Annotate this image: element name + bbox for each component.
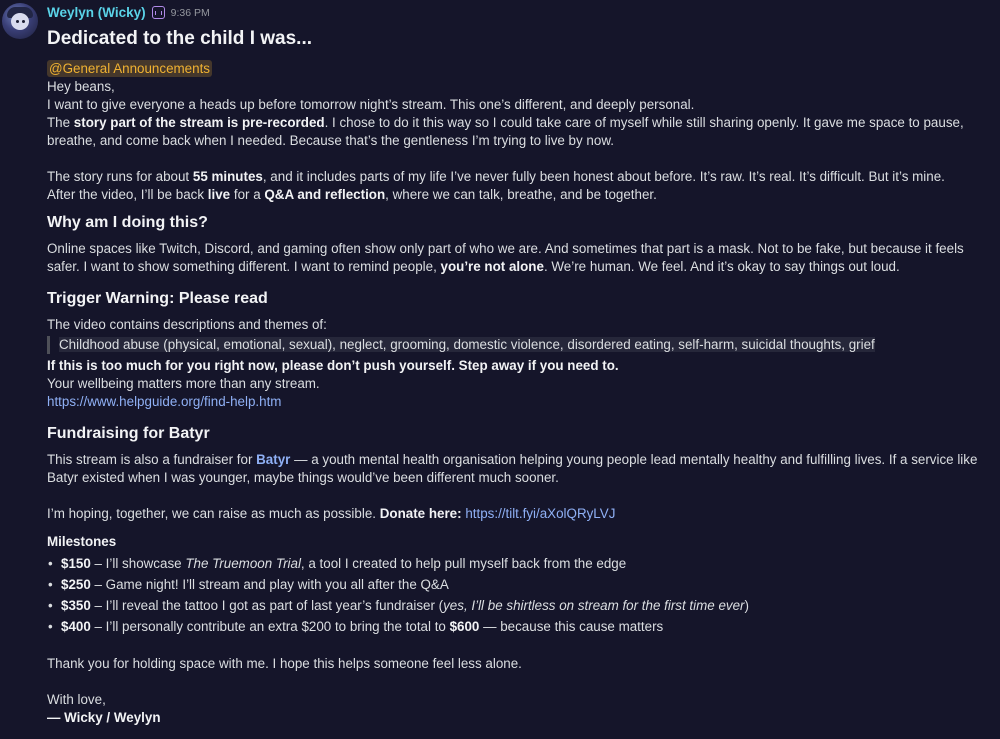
trigger-intro: The video contains descriptions and themes of: xyxy=(47,317,327,332)
author-name[interactable]: Weylyn (Wicky) xyxy=(47,5,146,20)
intro-text: I want to give everyone a heads up before tomorrow night’s stream. This one’s different, and deeply personal. xyxy=(47,97,695,112)
list-item: • $350 – I’ll reveal the tattoo I got as part of last year’s fundraiser (yes, I’ll be shirtless on stream for the first time ever) xyxy=(48,598,749,613)
list-item: • $400 – I’ll personally contribute an extra $200 to bring the total to $600 — because this cause matters xyxy=(48,619,664,634)
wellbeing-text: Your wellbeing matters more than any stream. xyxy=(47,376,320,391)
prerecord-paragraph: The story part of the stream is pre-recorded. I chose to do it this way so I could take care of myself while still sharing openly. It gave me space to pause, breathe, and come back when I needed. Because that’s the gentleness I’m trying to live by now. xyxy=(47,115,964,148)
why-heading: Why am I doing this? xyxy=(47,214,208,231)
message-title: Dedicated to the child I was... xyxy=(47,28,312,49)
mention-line xyxy=(47,60,980,78)
donate-link[interactable]: https://tilt.fyi/aXolQRyLVJ xyxy=(465,506,616,521)
message-header xyxy=(47,3,980,22)
runtime-paragraph: The story runs for about 55 minutes, and it includes parts of my life I’ve never fully been honest about before. It’s raw. It’s real. It’s difficult. But it’s mine. xyxy=(47,169,945,184)
greeting: Hey beans, xyxy=(47,79,115,94)
twitch-badge-icon[interactable] xyxy=(152,6,165,19)
after-paragraph: After the video, I’ll be back live for a Q&A and reflection, where we can talk, breathe, and be together. xyxy=(47,187,657,202)
fundraising-heading: Fundraising for Batyr xyxy=(47,425,210,442)
donate-paragraph: I’m hoping, together, we can raise as much as possible. Donate here: https://tilt.fyi/aXolQRyLVJ xyxy=(47,506,616,521)
signature: — Wicky / Weylyn xyxy=(47,710,161,725)
batyr-link[interactable]: Batyr xyxy=(256,452,291,467)
fundraising-paragraph: This stream is also a fundraiser for Batyr — a youth mental health organisation helping young people lead mentally healthy and fulfilling lives. If a service like Batyr existed when I was younger, maybe things would’ve been different much sooner. xyxy=(47,452,978,485)
helpguide-link[interactable]: https://www.helpguide.org/find-help.htm xyxy=(47,394,282,409)
why-paragraph: Online spaces like Twitch, Discord, and gaming often show only part of who we are. And sometimes that part is a mask. Not to be fake, but because it feels safer. I want to show something different. I want to remind people, you’re not alone. We’re human. We feel. And it’s okay to say things out loud. xyxy=(47,241,964,274)
trigger-heading: Trigger Warning: Please read xyxy=(47,290,268,307)
role-mention[interactable]: @General Announcements xyxy=(49,61,210,76)
list-item: • $250 – Game night! I’ll stream and play with you all after the Q&A xyxy=(48,577,449,592)
list-item: • $150 – I’ll showcase The Truemoon Trial, a tool I created to help pull myself back from the edge xyxy=(48,556,627,571)
thanks-text: Thank you for holding space with me. I hope this helps someone feel less alone. xyxy=(47,656,522,671)
avatar-icon[interactable] xyxy=(2,3,38,39)
trigger-blockquote: Childhood abuse (physical, emotional, sexual), neglect, grooming, domestic violence, disordered eating, self-harm, suicidal thoughts, grief xyxy=(47,336,980,354)
milestones-list xyxy=(47,553,980,637)
message-timestamp[interactable]: 9:36 PM xyxy=(170,6,210,19)
trigger-advice: If this is too much for you right now, please don’t push yourself. Step away if you need to. xyxy=(47,358,619,373)
sign-off: With love, xyxy=(47,692,106,707)
milestones-heading: Milestones xyxy=(47,534,117,549)
